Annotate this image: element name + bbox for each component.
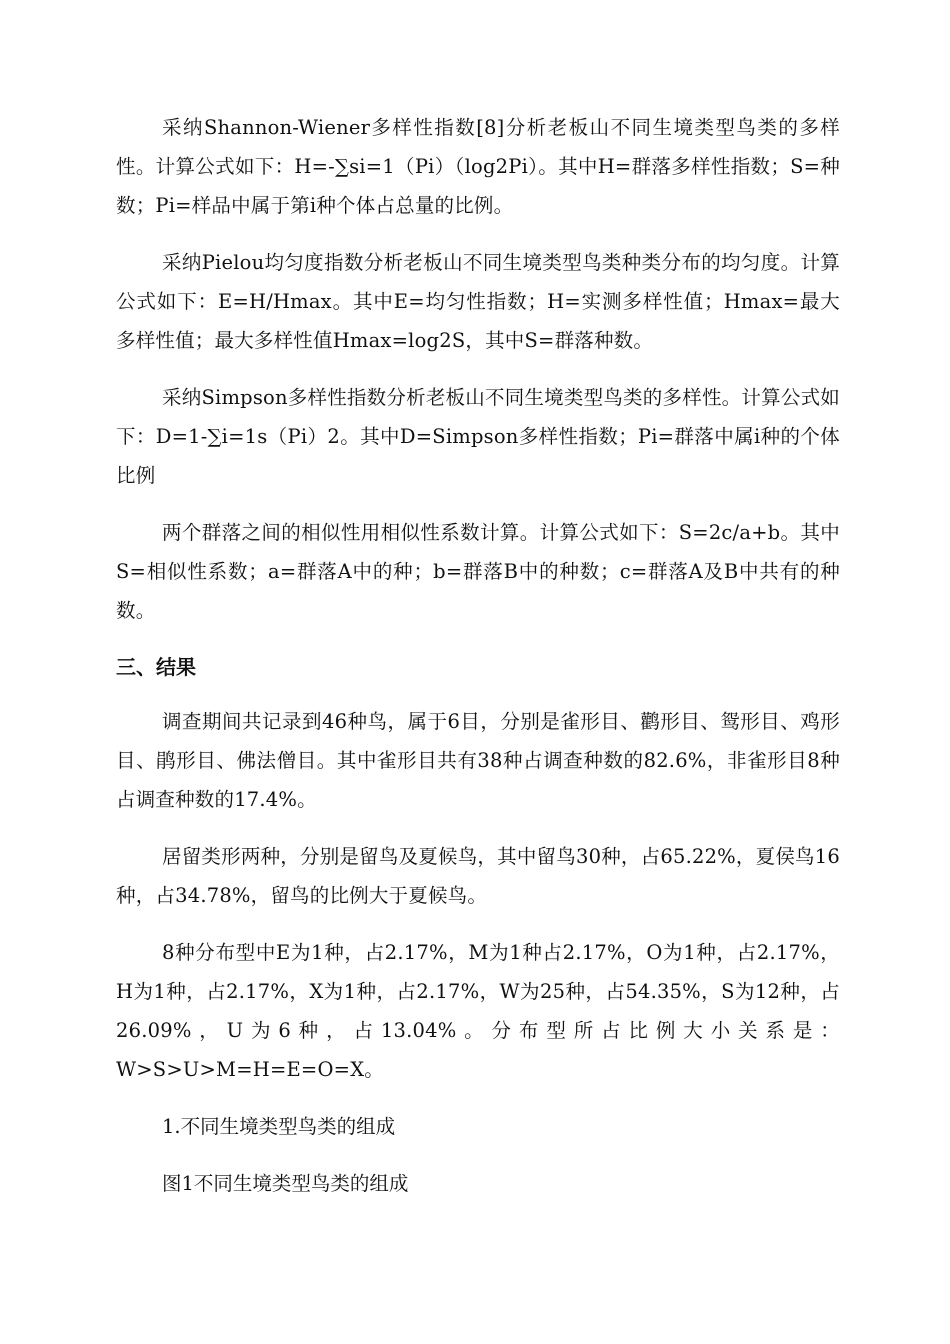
paragraph-similarity: 两个群落之间的相似性用相似性系数计算。计算公式如下：S=2c/a+b。其中S=相似性系数；a=群落A中的种；b=群落B中的种数；c=群落A及B中共有的种数。 — [116, 521, 840, 622]
figure-caption: 图1不同生境类型鸟类的组成 — [162, 1172, 409, 1195]
document-page — [116, 108, 840, 1221]
paragraph-pielou: 采纳Pielou均匀度指数分析老板山不同生境类型鸟类种类分布的均匀度。计算公式如下：E=H/Hmax。其中E=均匀性指数；H=实测多样性值；Hmax=最大多样性值；最大多样性值Hmax=log2S，其中S=群落种数。 — [116, 251, 840, 352]
paragraph-species-count: 调查期间共记录到46种鸟，属于6目，分别是雀形目、鹳形目、鸳形目、鸡形目、鹃形目、佛法僧目。其中雀形目共有38种占调查种数的82.6%，非雀形目8种占调查种数的17.4%。 — [116, 710, 840, 811]
paragraph-shannon-wiener: 采纳Shannon-Wiener多样性指数[8]分析老板山不同生境类型鸟类的多样性。计算公式如下：H=-∑si=1（Pi）（log2Pi）。其中H=群落多样性指数；S=种数；Pi=样品中属于第i种个体占总量的比例。 — [116, 116, 840, 217]
paragraph-residency: 居留类形两种，分别是留鸟及夏候鸟，其中留鸟30种，占65.22%，夏侯鸟16种，占34.78%，留鸟的比例大于夏候鸟。 — [116, 845, 840, 907]
subsection-title: 1.不同生境类型鸟类的组成 — [162, 1115, 396, 1138]
section-heading-results: 三、结果 — [116, 655, 196, 679]
paragraph-distribution: 8种分布型中E为1种，占2.17%，M为1种占2.17%，O为1种，占2.17%，H为1种，占2.17%，X为1种，占2.17%，W为25种，占54.35%，S为12种，占26.09%，U为6种，占13.04%。分布型所占比例大小关系是：W>S>U>M=H=E=O=X。 — [116, 941, 840, 1081]
paragraph-simpson: 采纳Simpson多样性指数分析老板山不同生境类型鸟类的多样性。计算公式如下：D=1-∑i=1s（Pi）2。其中D=Simpson多样性指数；Pi=群落中属i种的个体比例 — [116, 386, 840, 487]
